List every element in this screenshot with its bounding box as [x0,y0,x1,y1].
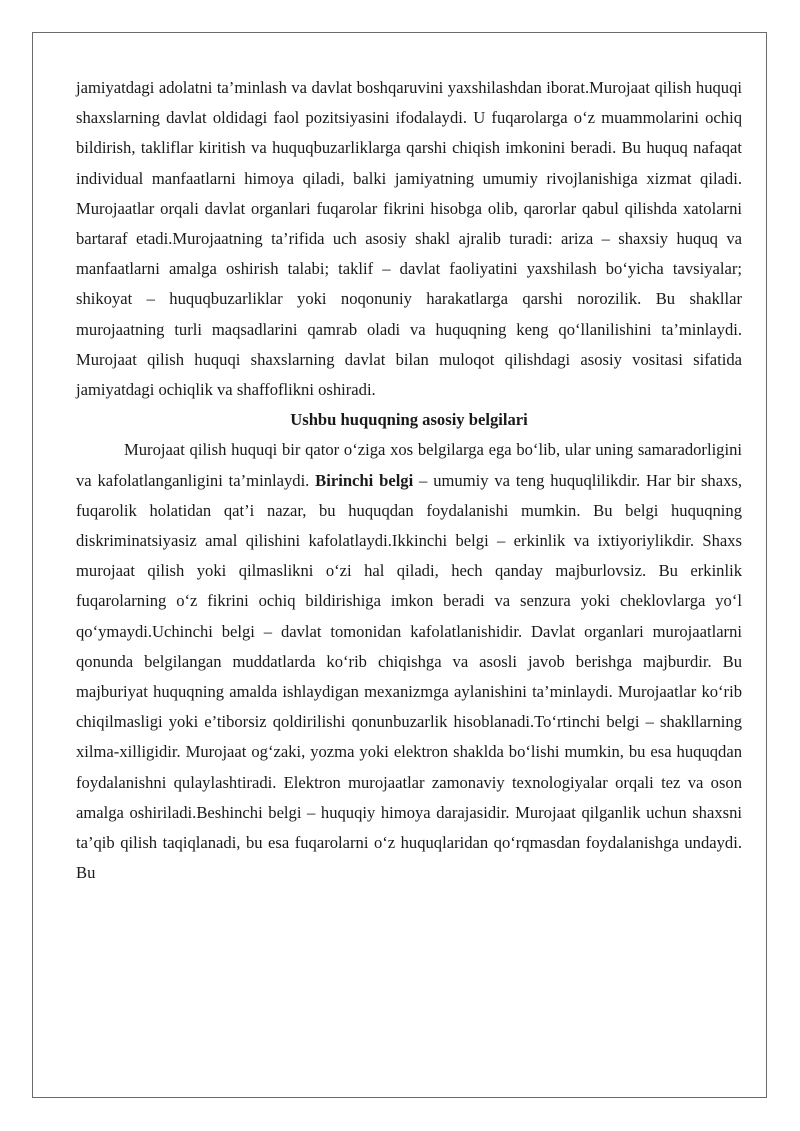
paragraph-2-rest: – umumiy va teng huquqlilikdir. Har bir shaxs, fuqarolik holatidan qat’i nazar, bu huquqdan foydalanishi mumkin. Bu belgi huquqning diskriminatsiyasiz amal qilishini kafolatlaydi.Ikkinchi belgi – erkinlik va ixtiyoriylikdir. Shaxs murojaat qilish yoki qilmaslikni o‘zi hal qiladi, hech qanday majburlovsiz. Bu erkinlik fuqarolarning o‘z fikrini ochiq bildirishiga imkon beradi va senzura yoki cheklovlarga yo‘l qo‘ymaydi.Uchinchi belgi – davlat tomonidan kafolatlanishidir. Davlat organlari murojaatlarni qonunda belgilangan muddatlarda ko‘rib chiqishga va asosli javob berishga majburdir. Bu majburiyat huquqning amalda ishlaydigan mexanizmga aylanishini ta’minlaydi. Murojaatlar ko‘rib chiqilmasligi yoki e’tiborsiz qoldirilishi qonunbuzarlik hisoblanadi.To‘rtinchi belgi – shakllarning xilma-xilligidir. Murojaat og‘zaki, yozma yoki elektron shaklda bo‘lishi mumkin, bu esa huquqdan foydalanishni qulaylashtiradi. Elektron murojaatlar zamonaviy texnologiyalar orqali tez va oson amalga oshiriladi.Beshinchi belgi – huquqiy himoya darajasidir. Murojaat qilganlik uchun shaxsni ta’qib qilish taqiqlanadi, bu esa fuqarolarni o‘z huquqlaridan qo‘rqmasdan foydalanishga undaydi. Bu [76,470,742,883]
document-body [76,73,742,888]
section-heading: Ushbu huquqning asosiy belgilari [290,410,528,430]
paragraph-2-intro: Murojaat qilish huquqi bir qator o‘ziga xos belgilarga ega bo‘lib, ular uning samaradorligini va kafolatlanganligini ta’minlaydi. [76,440,742,490]
paragraph-2-bold-term: Birinchi belgi [315,470,414,490]
body-paragraph-2 [76,435,742,888]
body-paragraph-1: jamiyatdagi adolatni ta’minlash va davlat boshqaruvini yaxshilashdan iborat.Murojaat qilish huquqi shaxslarning davlat oldidagi faol pozitsiyasini ifodalaydi. U fuqarolarga o‘z muammolarini ochiq bildirish, takliflar kiritish va huquqbuzarliklarga qarshi chiqish imkonini beradi. Bu huquq nafaqat individual manfaatlarni himoya qiladi, balki jamiyatning umumiy rivojlanishiga xizmat qiladi. Murojaatlar orqali davlat organlari fuqarolar fikrini hisobga olib, qarorlar qabul qilishda xatolarni bartaraf etadi.Murojaatning ta’rifida uch asosiy shakl ajralib turadi: ariza – shaxsiy huquq va manfaatlarni amalga oshirish talabi; taklif – davlat faoliyatini yaxshilash bo‘yicha tavsiyalar; shikoyat – huquqbuzarliklar yoki noqonuniy harakatlarga qarshi norozilik. Bu shakllar murojaatning turli maqsadlarini qamrab oladi va huquqning keng qo‘llanilishini ta’minlaydi. Murojaat qilish huquqi shaxslarning davlat bilan muloqot qilishdagi asosiy vositasi sifatida jamiyatdagi ochiqlik va shaffoflikni oshiradi. [76,78,742,400]
